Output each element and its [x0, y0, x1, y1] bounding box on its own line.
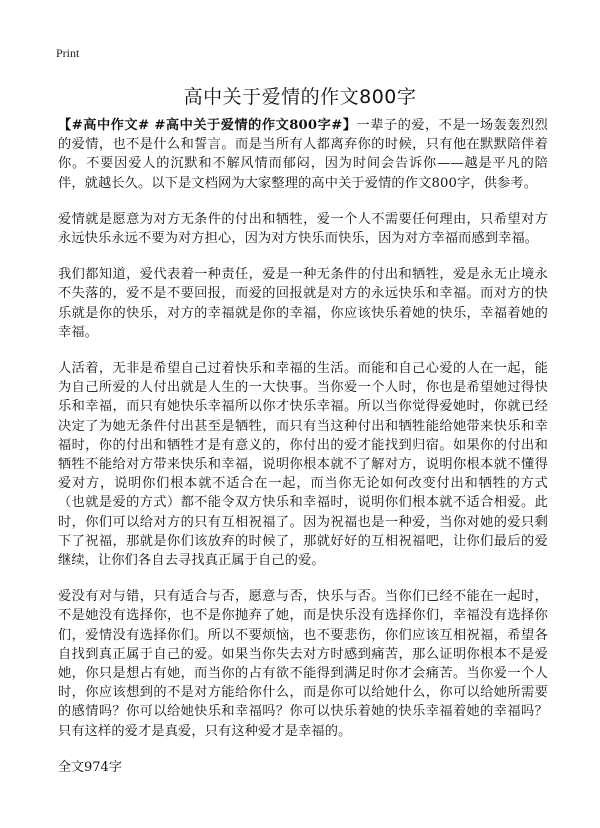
paragraph-2: 我们都知道，爱代表着一种责任，爱是一种无条件的付出和牺牲，爱是永无止境永不失落的，爱不是不要回报，而爱的回报就是对方的永远快乐和幸福。而对方的快乐就是你的快乐，对方的幸福就是你的幸福，你应该快乐着她的快乐，幸福着她的幸福。 [58, 267, 548, 340]
paragraph-1: 爱情就是愿意为对方无条件的付出和牺牲，爱一个人不需要任何理由，只希望对方永远快乐永远不要为对方担心，因为对方快乐而快乐，因为对方幸福而感到幸福。 [58, 211, 548, 247]
print-link[interactable]: Print [56, 46, 80, 60]
word-count: 全文974字 [58, 759, 122, 775]
paragraph-4: 爱没有对与错，只有适合与否，愿意与否，快乐与否。当你们已经不能在一起时，不是她没有选择你，也不是你抛弃了她，而是快乐没有选择你们，幸福没有选择你们，爱情没有选择你们。所以不要烦恼，也不要悲伤，你们应该互相祝福，希望各自找到真正属于自己的爱。如果当你失去对方时感到痛苦，那么证明你根本不是爱她，你只是想占有她，而当你的占有欲不能得到满足时你才会痛苦。当你爱一个人时，你应该想到的不是对方能给你什么，而是你可以给她什么，你可以给她所需要的感情吗？你可以给她快乐和幸福吗？你可以快乐着她的快乐幸福着她的幸福吗？只有这样的爱才是真爱，只有这种爱才是幸福的。 [58, 589, 548, 739]
intro-text: 一辈子的爱，不是一场轰轰烈烈的爱情，也不是什么和誓言。而是当所有人都离弃你的时候，只有他在默默陪伴着你。不要因爱人的沉默和不解风情而郁闷，因为时间会告诉你——越是平凡的陪伴，就越长久。以下是文档网为大家整理的高中关于爱情的作文800字，供参考。 [58, 118, 548, 191]
article-tags: 【#高中作文# #高中关于爱情的作文800字#】 [58, 118, 357, 133]
intro-paragraph [58, 116, 548, 193]
paragraph-3: 人活着，无非是希望自己过着快乐和幸福的生活。而能和自己心爱的人在一起，能为自己所爱的人付出就是人生的一大快事。当你爱一个人时，你也是希望她过得快乐和幸福，而只有她快乐幸福所以你才快乐幸福。所以当你觉得爱她时，你就已经决定了为她无条件付出甚至是牺牲，而只有当这种付出和牺牲能给她带来快乐和幸福时，你的付出和牺牲才是有意义的，你付出的爱才能找到归宿。如果你的付出和牺牲不能给对方带来快乐和幸福，说明你根本就不了解对方，说明你根本就不懂得爱对方，说明你们根本就不适合在一起，而当你无论如何改变付出和牺牲的方式（也就是爱的方式）都不能令双方快乐和幸福时，说明你们根本就不适合相爱。此时，你们可以给对方的只有互相祝福了。因为祝福也是一种爱，当你对她的爱只剩下了祝福，那就是你们该放弃的时候了，那就好好的互相祝福吧，让你们最后的爱继续，让你们各自去寻找真正属于自己的爱。 [58, 361, 548, 569]
article-title: 高中关于爱情的作文800字 [183, 86, 417, 108]
article-body [58, 116, 548, 777]
